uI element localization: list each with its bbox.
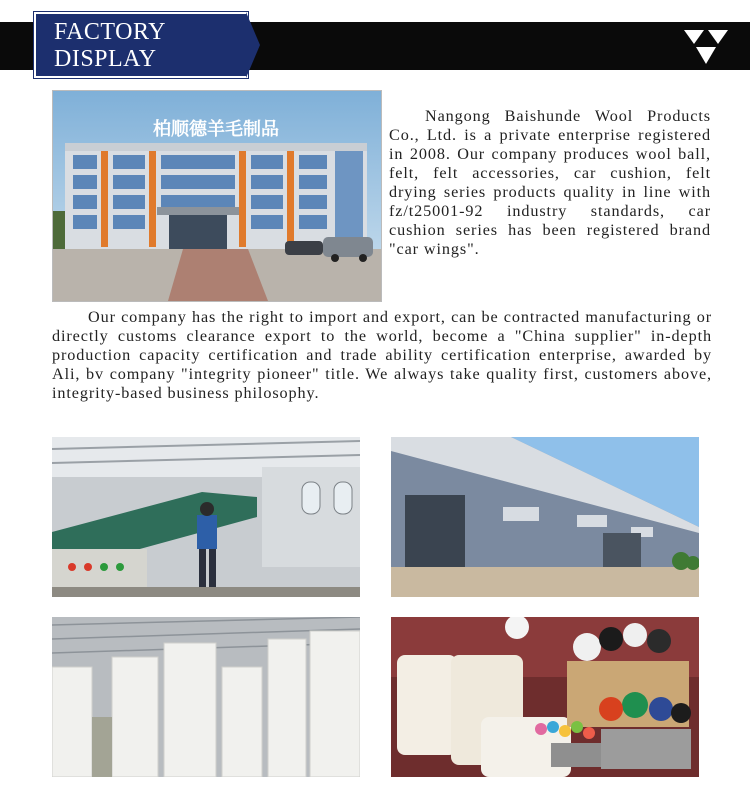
building-sign-text: 柏顺德羊毛制品 [153,119,279,140]
chevron-down-icon [684,30,728,64]
warehouse-exterior-photo [391,437,699,597]
carding-machine-photo [52,437,360,597]
title-line-2: DISPLAY [54,46,157,72]
title-line-1: FACTORY [54,19,166,45]
section-title-box [34,12,248,78]
wool-bales-photo [52,617,360,777]
factory-building-photo [52,90,382,302]
body-paragraph: Our company has the right to import and export, can be contracted manufacturing or directly customs clearance export to the world, become a "China supplier" in-depth production capacity certification and trade ability certification enterprise, awarded by Ali, bv company "integrity pioneer" title. We always take quality first, customers above, integrity-based business philosophy. [52,308,712,402]
intro-paragraph: Nangong Baishunde Wool Products Co., Ltd. is a private enterprise registered in 2008. Our company produces wool ball, felt, felt accessories, car cushion, felt drying series products quality in line with fz/t25001-92 industry standards, car cushion series has been registered brand "car wings". [389,107,711,258]
wool-balls-products-photo [391,617,699,777]
